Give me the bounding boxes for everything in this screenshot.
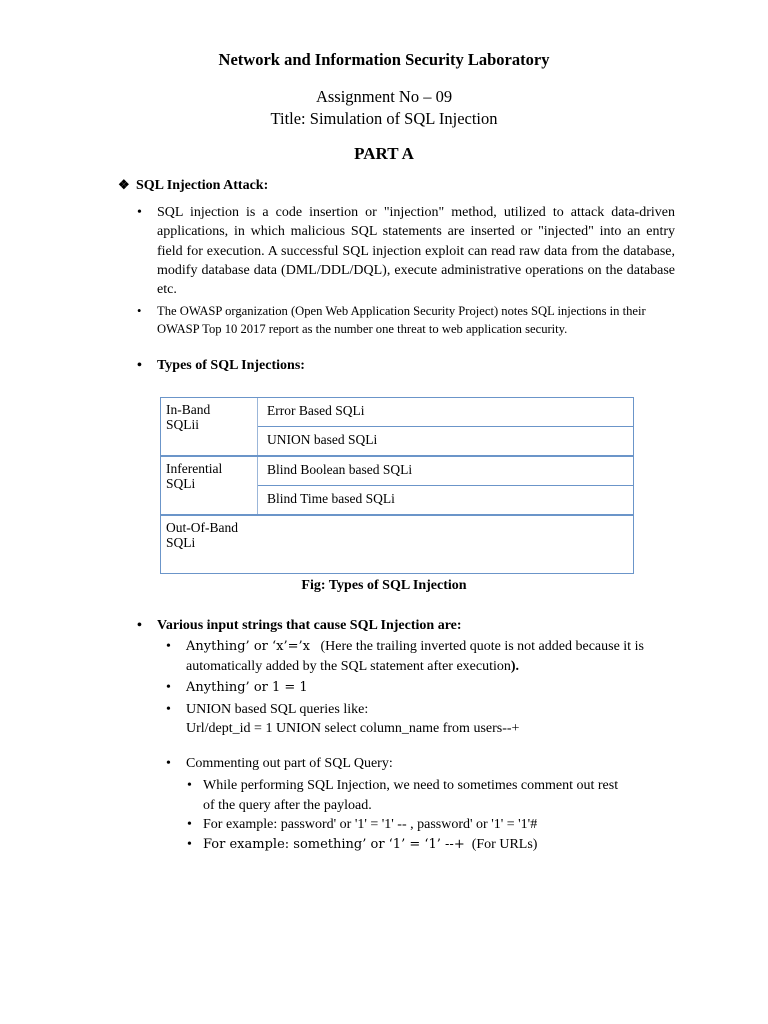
divider	[257, 398, 258, 455]
bullet-icon: •	[137, 358, 142, 373]
list-item	[166, 700, 676, 739]
list-item: • For example: password' or '1' = '1' -- , password' or '1' = '1'#	[203, 815, 663, 835]
table-group-in-band	[161, 398, 633, 456]
bullet-icon: •	[166, 680, 171, 695]
list-item: • While performing SQL Injection, we need to sometimes comment out rest of the query after the payload.	[187, 778, 619, 813]
lab-title: Network and Information Security Laboratory	[218, 50, 550, 69]
list-item	[137, 303, 675, 338]
group-label: In-Band SQLii	[166, 402, 211, 432]
bullet-icon: •	[137, 618, 142, 633]
figure-caption: Fig: Types of SQL Injection	[301, 578, 467, 593]
bullet-icon: •	[187, 778, 192, 793]
intro-paragraph-2: The OWASP organization (Open Web Application Security Project) notes SQL injections in their OWASP Top 10 2017 report as the number one threat to web application security.	[157, 304, 646, 336]
table-group-out-of-band	[161, 516, 633, 573]
bullet-icon: •	[137, 205, 142, 220]
bullet-icon: •	[187, 817, 192, 832]
diamond-bullet-icon: ❖	[118, 177, 130, 192]
section-heading-text: SQL Injection Attack:	[136, 178, 269, 193]
union-example: Url/dept_id = 1 UNION select column_name from users--+	[186, 721, 520, 736]
table-cell: Blind Boolean based SQLi	[267, 462, 413, 477]
input-example-code: Anything’ or ‘x’=’x	[186, 639, 310, 654]
table-cell: UNION based SQLi	[267, 432, 378, 447]
types-heading-text: Types of SQL Injections:	[157, 358, 305, 373]
union-label: UNION based SQL queries like:	[186, 701, 369, 717]
commenting-list	[187, 776, 663, 854]
intro-paragraph-1: SQL injection is a code insertion or "injection" method, utilized to attack data-driven applications, in which malicious SQL statements are inserted or "injected" into an entry field for execution. A successful SQL injection exploit can read raw data from the database, modify database data (DML/DDL/DQL), execute administrative operations on the database etc.	[157, 205, 675, 298]
part-heading: PART A	[354, 144, 414, 163]
inputs-heading-text: Various input strings that cause SQL Injection are:	[157, 618, 462, 633]
assignment-title: Title: Simulation of SQL Injection	[270, 109, 498, 128]
assignment-number: Assignment No – 09	[315, 87, 453, 106]
bullet-icon: •	[166, 639, 171, 654]
group-label: Inferential SQLi	[166, 461, 223, 491]
sqli-types-table	[160, 397, 634, 574]
bullet-icon: •	[166, 701, 171, 717]
types-heading	[137, 358, 305, 374]
list-item: • Anything’ or ‘x’=’x (Here the trailing inverted quote is not added because it is automatically added by the SQL statement after execution).	[166, 639, 644, 674]
list-item	[137, 203, 675, 299]
commenting-heading	[166, 756, 393, 772]
input-example-code: Anything’ or 1 = 1	[186, 680, 308, 695]
inputs-heading	[137, 618, 462, 634]
intro-list	[137, 203, 675, 338]
section-heading	[118, 177, 268, 194]
table-group-inferential	[161, 457, 633, 515]
input-example-note: (Here the trailing inverted quote is not added because it is automatically added by the SQL statement after execution	[186, 639, 644, 674]
commenting-heading-text: Commenting out part of SQL Query:	[186, 756, 393, 771]
inputs-list	[166, 637, 676, 741]
group-label: Out-Of-Band SQLi	[166, 520, 238, 550]
table-cell: Error Based SQLi	[267, 403, 365, 418]
bullet-icon: •	[166, 756, 171, 771]
list-item: • For example: something’ or ‘1’ = ‘1’ --+ (For URLs)	[203, 835, 663, 855]
bullet-icon: •	[187, 836, 192, 852]
divider	[257, 457, 258, 514]
list-item	[166, 678, 676, 698]
bullet-icon: •	[137, 304, 142, 319]
table-cell: Blind Time based SQLi	[267, 491, 395, 506]
